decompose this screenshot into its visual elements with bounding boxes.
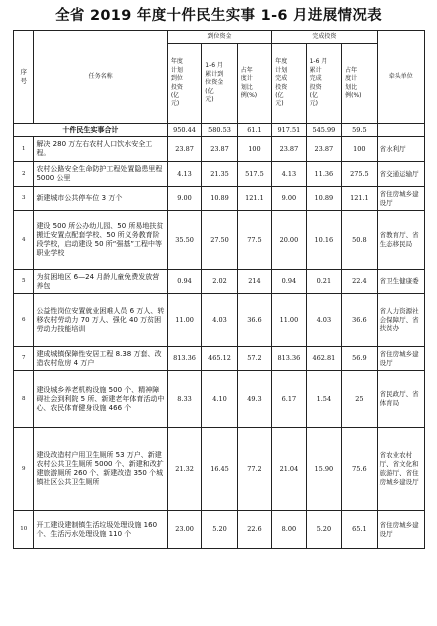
row-invest-actual: 462.81 xyxy=(306,347,342,371)
total-label: 十件民生实事合计 xyxy=(14,124,168,137)
row-invest-pct: 36.6 xyxy=(342,294,378,347)
row-funds-pct: 214 xyxy=(237,270,271,294)
row-funds-plan: 813.36 xyxy=(167,347,201,371)
row-funds-pct: 517.5 xyxy=(237,162,271,187)
row-funds-pct: 77.2 xyxy=(237,428,271,511)
row-funds-plan: 35.50 xyxy=(167,211,201,270)
row-funds-pct: 57.2 xyxy=(237,347,271,371)
row-funds-actual: 4.10 xyxy=(202,371,238,428)
row-dept: 省人力资源社会保障厅、省扶贫办 xyxy=(377,294,424,347)
row-dept: 省住房城乡建设厅 xyxy=(377,187,424,211)
row-funds-pct: 77.5 xyxy=(237,211,271,270)
row-funds-actual: 4.03 xyxy=(202,294,238,347)
row-invest-pct: 121.1 xyxy=(342,187,378,211)
row-invest-pct: 25 xyxy=(342,371,378,428)
header-invest-group: 完成投资 xyxy=(272,31,377,44)
row-invest-actual: 5.20 xyxy=(306,511,342,549)
page-title: 全省 2019 年度十件民生实事 1-6 月进展情况表 xyxy=(55,8,382,24)
row-funds-pct: 36.6 xyxy=(237,294,271,347)
row-invest-actual: 4.03 xyxy=(306,294,342,347)
row-task: 建成城镇保障性安居工程 8.38 万套、改造农村危房 4 万户 xyxy=(34,347,167,371)
row-funds-pct: 100 xyxy=(237,137,271,162)
total-invest-plan: 917.51 xyxy=(272,124,306,137)
row-dept: 省水利厅 xyxy=(377,137,424,162)
row-funds-actual: 16.45 xyxy=(202,428,238,511)
row-seq: 3 xyxy=(14,187,34,211)
row-invest-pct: 275.5 xyxy=(342,162,378,187)
total-invest-actual: 545.99 xyxy=(306,124,342,137)
progress-table xyxy=(13,30,425,549)
row-task: 开工建设建制镇生活垃圾处理设施 160 个、生活污水处理设施 110 个 xyxy=(34,511,167,549)
table-row xyxy=(14,187,425,211)
row-funds-plan: 23.00 xyxy=(167,511,201,549)
row-seq: 1 xyxy=(14,137,34,162)
row-funds-plan: 23.87 xyxy=(167,137,201,162)
row-funds-plan: 0.94 xyxy=(167,270,201,294)
row-task: 建设 500 所公办幼儿园、50 所易地扶贫搬迁安置点配套学校、50 所义务教育阶段学校，启动建设 50 所“强基”工程中等职业学校 xyxy=(34,211,167,270)
header-funds-group: 到位资金 xyxy=(167,31,271,44)
row-funds-actual: 2.02 xyxy=(202,270,238,294)
table-row xyxy=(14,211,425,270)
row-invest-pct: 75.6 xyxy=(342,428,378,511)
row-task: 为贫困地区 6—24 月龄儿童免费发放营养包 xyxy=(34,270,167,294)
row-invest-pct: 65.1 xyxy=(342,511,378,549)
row-seq: 10 xyxy=(14,511,34,549)
row-funds-plan: 9.00 xyxy=(167,187,201,211)
row-invest-plan: 0.94 xyxy=(272,270,306,294)
row-task: 新建城市公共停车位 3 万个 xyxy=(34,187,167,211)
header-invest-actual: 1-6 月 累计 完成 投资 (亿 元) xyxy=(306,44,342,124)
header-funds-plan: 年度 计划 到位 投资 (亿 元) xyxy=(167,44,201,124)
table-row xyxy=(14,162,425,187)
table-row xyxy=(14,347,425,371)
row-invest-pct: 50.8 xyxy=(342,211,378,270)
row-invest-actual: 1.54 xyxy=(306,371,342,428)
row-invest-actual: 11.36 xyxy=(306,162,342,187)
table-row xyxy=(14,270,425,294)
table-row xyxy=(14,137,425,162)
total-invest-pct: 59.5 xyxy=(342,124,378,137)
table-row xyxy=(14,428,425,511)
row-invest-plan: 4.13 xyxy=(272,162,306,187)
row-seq: 2 xyxy=(14,162,34,187)
row-invest-plan: 6.17 xyxy=(272,371,306,428)
total-funds-actual: 580.53 xyxy=(202,124,238,137)
row-invest-pct: 56.9 xyxy=(342,347,378,371)
row-invest-plan: 813.36 xyxy=(272,347,306,371)
row-dept: 省住房城乡建设厅 xyxy=(377,511,424,549)
row-funds-plan: 4.13 xyxy=(167,162,201,187)
row-funds-actual: 27.50 xyxy=(202,211,238,270)
table-row xyxy=(14,371,425,428)
row-funds-actual: 23.87 xyxy=(202,137,238,162)
header-funds-pct: 占年 度计 划比 例(%) xyxy=(237,44,271,124)
row-invest-plan: 8.00 xyxy=(272,511,306,549)
total-funds-pct: 61.1 xyxy=(237,124,271,137)
header-funds-actual: 1-6 月 累计到 位资金 (亿 元) xyxy=(202,44,238,124)
row-invest-actual: 23.87 xyxy=(306,137,342,162)
row-dept: 省民政厅、省体育局 xyxy=(377,371,424,428)
row-funds-actual: 10.89 xyxy=(202,187,238,211)
row-invest-plan: 11.00 xyxy=(272,294,306,347)
row-funds-actual: 5.20 xyxy=(202,511,238,549)
row-task: 建设城乡养老机构设施 500 个、精神障碍社会到利院 5 所、新建老年体育活动中心、农民体育健身设施 466 个 xyxy=(34,371,167,428)
row-dept: 省交通运输厅 xyxy=(377,162,424,187)
header-invest-plan: 年度 计划 完成 投资 (亿 元) xyxy=(272,44,306,124)
row-funds-plan: 11.00 xyxy=(167,294,201,347)
row-task: 农村公路安全生命防护工程处置隐患里程 5000 公里 xyxy=(34,162,167,187)
row-funds-actual: 465.12 xyxy=(202,347,238,371)
header-invest-pct: 占年 度计 划比 例(%) xyxy=(342,44,378,124)
table-row xyxy=(14,511,425,549)
total-funds-plan: 950.44 xyxy=(167,124,201,137)
row-seq: 7 xyxy=(14,347,34,371)
row-funds-plan: 21.32 xyxy=(167,428,201,511)
total-row xyxy=(14,124,425,137)
row-dept: 省农业农村厅、省文化和旅游厅、省住房城乡建设厅 xyxy=(377,428,424,511)
row-task: 公益性岗位安置就业困难人员 6 万人、转移农村劳动力 70 万人、强化 40 万贫困劳动力技能培训 xyxy=(34,294,167,347)
row-funds-plan: 8.33 xyxy=(167,371,201,428)
row-seq: 8 xyxy=(14,371,34,428)
row-invest-plan: 9.00 xyxy=(272,187,306,211)
row-invest-actual: 0.21 xyxy=(306,270,342,294)
row-task: 解决 280 万左右农村人口饮水安全工程。 xyxy=(34,137,167,162)
row-invest-pct: 22.4 xyxy=(342,270,378,294)
row-funds-pct: 49.3 xyxy=(237,371,271,428)
row-task: 建设改造村户用卫生厕所 53 万户、新建农村公共卫生厕所 5000 个、新建和改扩建旅游厕所 260 个、新建改造 350 个城镇社区公共卫生厕所 xyxy=(34,428,167,511)
header-task: 任务名称 xyxy=(34,31,167,124)
row-seq: 6 xyxy=(14,294,34,347)
row-dept: 省卫生健康委 xyxy=(377,270,424,294)
row-seq: 5 xyxy=(14,270,34,294)
header-seq: 序 号 xyxy=(14,31,34,124)
header-dept: 牵头单位 xyxy=(377,31,424,124)
row-funds-pct: 22.6 xyxy=(237,511,271,549)
row-invest-actual: 10.16 xyxy=(306,211,342,270)
row-funds-actual: 21.35 xyxy=(202,162,238,187)
table-row xyxy=(14,294,425,347)
row-dept: 省教育厅、省生态移民局 xyxy=(377,211,424,270)
row-funds-pct: 121.1 xyxy=(237,187,271,211)
row-invest-plan: 21.04 xyxy=(272,428,306,511)
row-dept: 省住房城乡建设厅 xyxy=(377,347,424,371)
row-seq: 9 xyxy=(14,428,34,511)
row-invest-pct: 100 xyxy=(342,137,378,162)
row-seq: 4 xyxy=(14,211,34,270)
row-invest-actual: 15.90 xyxy=(306,428,342,511)
row-invest-plan: 23.87 xyxy=(272,137,306,162)
row-invest-actual: 10.89 xyxy=(306,187,342,211)
total-dept-empty xyxy=(377,124,424,137)
row-invest-plan: 20.00 xyxy=(272,211,306,270)
